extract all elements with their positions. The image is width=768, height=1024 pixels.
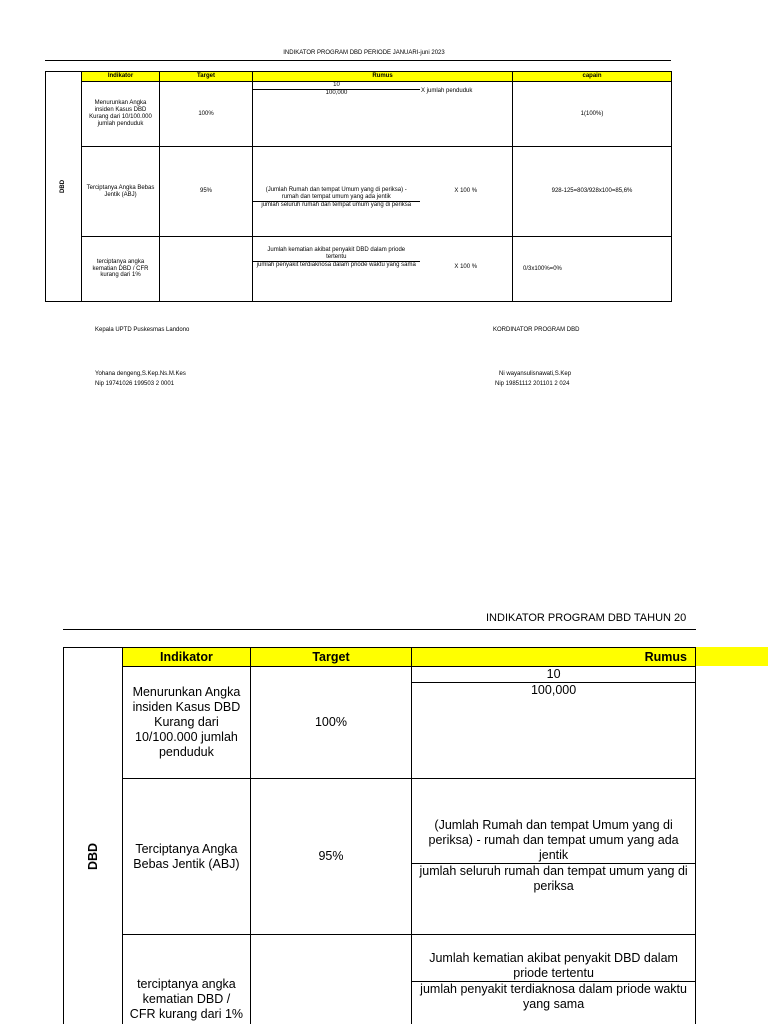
small-row3-target: [160, 237, 253, 302]
large-row2-target: 95%: [250, 779, 411, 935]
small-row3-rumus-num: Jumlah kematian akibat penyakit DBD dalam priode tertentu: [267, 247, 406, 260]
table-row: [64, 667, 696, 779]
small-row1-target: 100%: [160, 82, 253, 147]
right-signatory-nip: Nip 19851112 201101 2 024: [495, 381, 570, 387]
left-signatory-nip: Nip 19741026 199503 2 0001: [95, 381, 175, 387]
right-signatory-name: Ni wayansulisnawati,S.Kep: [499, 371, 572, 377]
large-header-rumus: Rumus: [412, 648, 696, 667]
small-header-rumus: Rumus: [253, 72, 513, 82]
large-table-header: [64, 648, 696, 667]
large-row3-target: [250, 935, 411, 1024]
large-page-clip: [0, 600, 696, 1024]
small-group-cell: [46, 72, 82, 302]
table-row: [46, 82, 672, 147]
table-row: [46, 147, 672, 237]
large-row3-indikator: terciptanya angka kematian DBD / CFR kurang dari 1%: [123, 935, 251, 1024]
large-indicator-table: [63, 647, 696, 1024]
small-row1-indikator: Menurunkan Angka insiden Kasus DBD Kurang dari 10/100.000 jumlah penduduk: [82, 82, 160, 147]
small-indicator-table: [45, 71, 672, 302]
small-row1-rumus-suffix: X jumlah penduduk: [421, 88, 473, 94]
small-row1-rumus-den: 100,000: [253, 89, 420, 97]
small-title-rule: [45, 60, 671, 61]
small-row1-rumus: [253, 82, 513, 147]
small-row2-rumus: [253, 147, 420, 237]
large-header-indikator: Indikator: [123, 648, 251, 667]
small-row3-capain: 0/3x100%=0%: [513, 237, 672, 302]
small-row2-target: 95%: [160, 147, 253, 237]
large-row2-rumus-num: (Jumlah Rumah dan tempat Umum yang di periksa) - rumah dan tempat umum yang ada jentik: [428, 818, 679, 862]
small-row2-rumus-suffix: X 100 %: [420, 147, 513, 237]
large-row2-rumus: [412, 779, 696, 935]
small-row3-indikator: terciptanya angka kematian DBD / CFR kurang dari 1%: [82, 237, 160, 302]
table-row: [46, 237, 672, 302]
small-row3-rumus-den: jumlah penyakit terdiaknosa dalam priode waktu yang sama: [253, 261, 420, 269]
large-group-label: DBD: [85, 842, 100, 870]
small-group-label: DBD: [60, 179, 67, 193]
small-table-header: [46, 72, 672, 82]
small-page-title: INDIKATOR PROGRAM DBD PERIODE JANUARI-juni 2023: [283, 50, 445, 56]
small-row2-indikator: Terciptanya Angka Bebas Jentik (ABJ): [82, 147, 160, 237]
small-row1-rumus-num: 10: [333, 82, 340, 88]
large-header-target: Target: [250, 648, 411, 667]
small-header-target: Target: [160, 72, 253, 82]
large-row1-indikator: Menurunkan Angka insiden Kasus DBD Kurang dari 10/100.000 jumlah penduduk: [123, 667, 251, 779]
left-signatory-title: Kepala UPTD Puskesmas Landono: [95, 327, 190, 333]
large-group-cell: [64, 648, 123, 1024]
large-row3-rumus-num: Jumlah kematian akibat penyakit DBD dalam priode tertentu: [429, 951, 678, 980]
small-row3-rumus-suffix: X 100 %: [420, 237, 513, 302]
small-row3-rumus: [253, 237, 420, 302]
large-title-rule: [63, 629, 696, 630]
large-page-title: INDIKATOR PROGRAM DBD TAHUN 20: [486, 612, 687, 624]
small-row2-rumus-den: jumlah seluruh rumah dan tempat umum yang di periksa: [253, 201, 420, 209]
table-row: [64, 779, 696, 935]
small-row2-rumus-num: (Jumlah Rumah dan tempat Umum yang di periksa) - rumah dan tempat umum yang ada jentik: [265, 187, 407, 201]
table-row: [64, 935, 696, 1024]
large-row1-rumus: [412, 667, 696, 779]
large-header-overflow-fill: [696, 647, 768, 666]
left-signatory-name: Yohana dengeng,S.Kep.Ns.M.Kes: [95, 371, 186, 377]
large-row2-rumus-den: jumlah seluruh rumah dan tempat umum yang di periksa: [412, 863, 695, 894]
small-header-capain: capain: [513, 72, 672, 82]
small-header-indikator: Indikator: [82, 72, 160, 82]
small-row1-capain: 1(100%): [513, 82, 672, 147]
large-row3-rumus: [412, 935, 696, 1024]
right-signatory-title: KORDINATOR PROGRAM DBD: [493, 327, 580, 333]
large-row1-rumus-num: 10: [546, 667, 561, 681]
small-row2-capain: 928-125=803/928x100=85,6%: [513, 147, 672, 237]
large-row1-target: 100%: [250, 667, 411, 779]
large-row1-rumus-den: 100,000: [412, 682, 695, 698]
large-row3-rumus-den: jumlah penyakit terdiaknosa dalam priode waktu yang sama: [412, 981, 695, 1012]
large-row2-indikator: Terciptanya Angka Bebas Jentik (ABJ): [123, 779, 251, 935]
